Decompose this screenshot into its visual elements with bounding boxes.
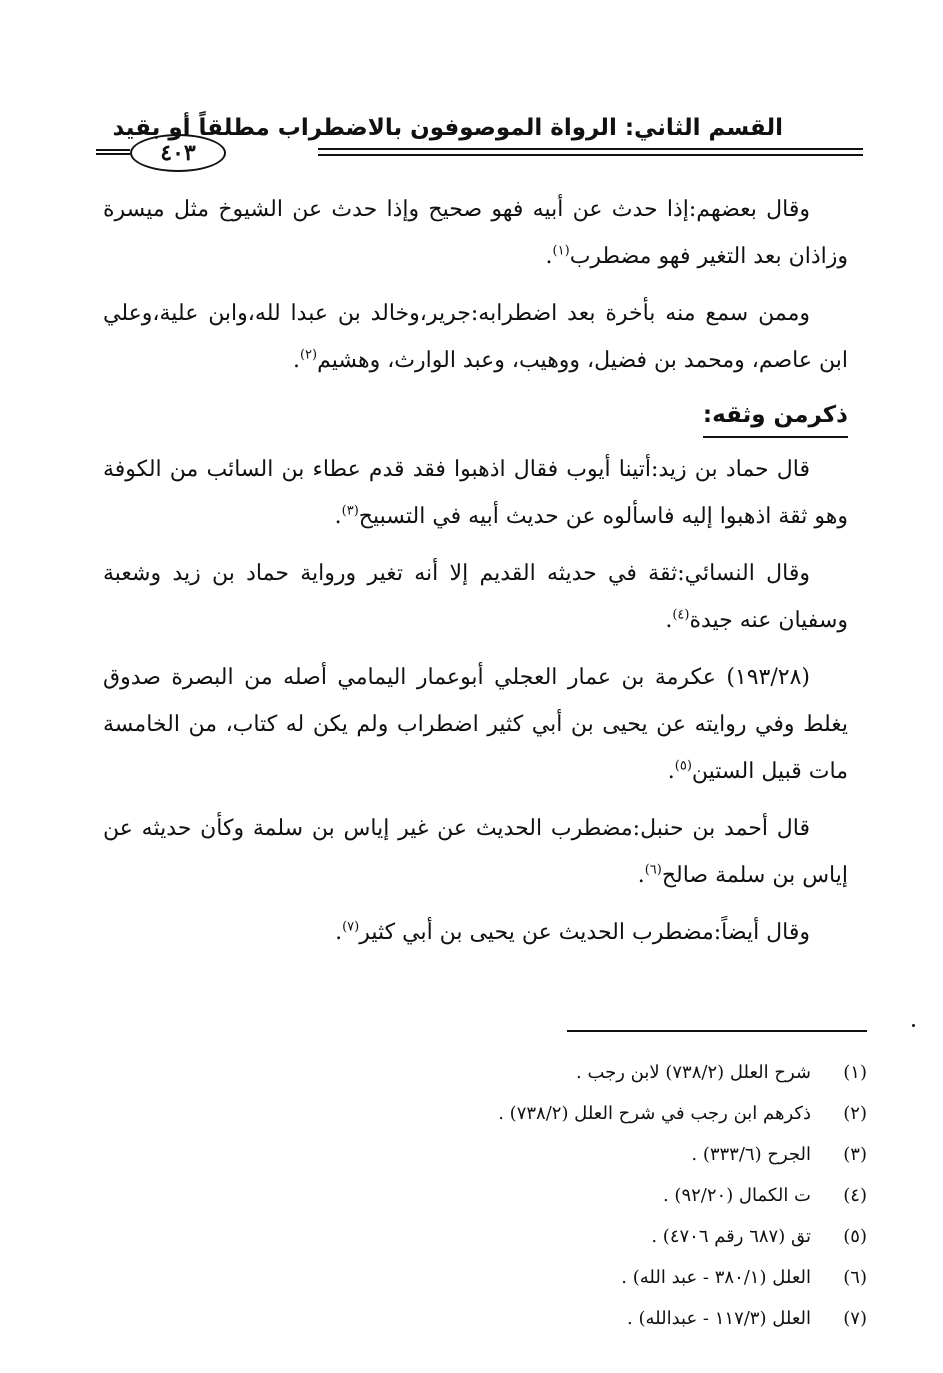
footnote-ref: (٥) (674, 758, 692, 774)
footnote-item (167, 1298, 867, 1339)
page-number: ٤٠٣ (130, 134, 226, 172)
header-rule (318, 148, 863, 156)
footnote-number: (٢) (843, 1103, 867, 1124)
paragraph-2 (103, 290, 848, 384)
paragraph-5 (103, 654, 848, 795)
section-heading: ذكرمن وثقه: (703, 394, 848, 438)
paragraph-end: . (545, 244, 553, 269)
paragraph-6 (103, 805, 848, 899)
footnote-text: الجرح (٣٣٣/٦) . (691, 1144, 811, 1165)
paragraph-4 (103, 550, 848, 644)
footnote-item (167, 1134, 867, 1175)
paragraph-end: . (335, 920, 343, 945)
footnote-ref: (١) (552, 243, 570, 259)
paragraph-text: وقال أيضاً:مضطرب الحديث عن يحيى بن أبي كثير (359, 920, 810, 945)
paragraph-end: . (292, 348, 300, 373)
paragraph-end: . (667, 759, 675, 784)
footnote-item (167, 1052, 867, 1093)
paragraph-end: . (334, 504, 342, 529)
footnote-ref: (٣) (341, 503, 359, 519)
footnote-ref: (٤) (672, 607, 690, 623)
footnote-number: (٤) (843, 1185, 867, 1206)
footnote-text: شرح العلل (٧٣٨/٢) لابن رجب . (576, 1062, 811, 1083)
paragraph-1 (103, 186, 848, 280)
footnote-number: (٧) (843, 1308, 867, 1329)
footnote-text: العلل (٣٨٠/١ - عبد الله) . (621, 1267, 811, 1288)
footnote-ref: (٢) (299, 347, 318, 363)
footnote-number: (٣) (843, 1144, 867, 1165)
footnote-text: ت الكمال (٩٢/٢٠) . (662, 1185, 811, 1206)
footnote-rule (567, 1030, 867, 1032)
paragraph-text: وممن سمع منه بأخرة بعد اضطرابه:جرير،وخالد بن عبدا لله،وابن علية،وعلي ابن عاصم، ومحمد بن فضيل، ووهيب، وعبد الوارث، وهشيم (103, 301, 848, 373)
margin-dot (912, 1024, 915, 1027)
paragraph-text: قال أحمد بن حنبل:مضطرب الحديث عن غير إياس بن سلمة وكأن حديثه عن إياس بن سلمة صالح (103, 816, 848, 888)
paragraph-7 (103, 909, 848, 956)
footnote-text: العلل (١١٧/٣ - عبدالله) . (627, 1308, 811, 1329)
paragraph-text: وقال بعضهم:إذا حدث عن أبيه فهو صحيح وإذا حدث عن الشيوخ مثل ميسرة وزاذان بعد التغير فهو مضطرب (103, 197, 848, 269)
footnotes (167, 1052, 867, 1339)
footnote-item (167, 1216, 867, 1257)
footnote-ref: (٧) (342, 919, 360, 935)
footnote-item (167, 1257, 867, 1298)
footnote-number: (٦) (843, 1267, 867, 1288)
main-text (103, 186, 848, 966)
footnote-ref: (٦) (644, 862, 662, 878)
paragraph-text: (١٩٣/٢٨) عكرمة بن عمار العجلي أبوعمار اليمامي أصله من البصرة صدوق يغلط وفي روايته عن يحيى بن أبي كثير اضطراب ولم يكن له كتاب، من الخامسة مات قبيل الستين (103, 665, 849, 784)
paragraph-end: . (665, 608, 673, 633)
footnote-text: ذكرهم ابن رجب في شرح العلل (٧٣٨/٢) . (498, 1103, 811, 1124)
paragraph-end: . (637, 863, 645, 888)
header-rule-left (96, 149, 130, 155)
paragraph-text: وقال النسائي:ثقة في حديثه القديم إلا أنه تغير ورواية حماد بن زيد وشعبة وسفيان عنه جيدة (103, 561, 848, 633)
footnote-text: تق (٦٨٧ رقم ٤٧٠٦) . (651, 1226, 811, 1247)
paragraph-3 (103, 446, 848, 540)
footnote-number: (٥) (843, 1226, 867, 1247)
footnote-item (167, 1175, 867, 1216)
running-header-title: القسم الثاني: الرواة الموصوفون بالاضطراب مطلقاً أو بقيد (112, 115, 783, 141)
paragraph-text: قال حماد بن زيد:أتينا أيوب فقال اذهبوا فقد قدم عطاء بن السائب من الكوفة وهو ثقة اذهبوا إليه فاسألوه عن حديث أبيه في التسبيح (103, 457, 848, 529)
footnote-item (167, 1093, 867, 1134)
footnote-number: (١) (843, 1062, 867, 1083)
